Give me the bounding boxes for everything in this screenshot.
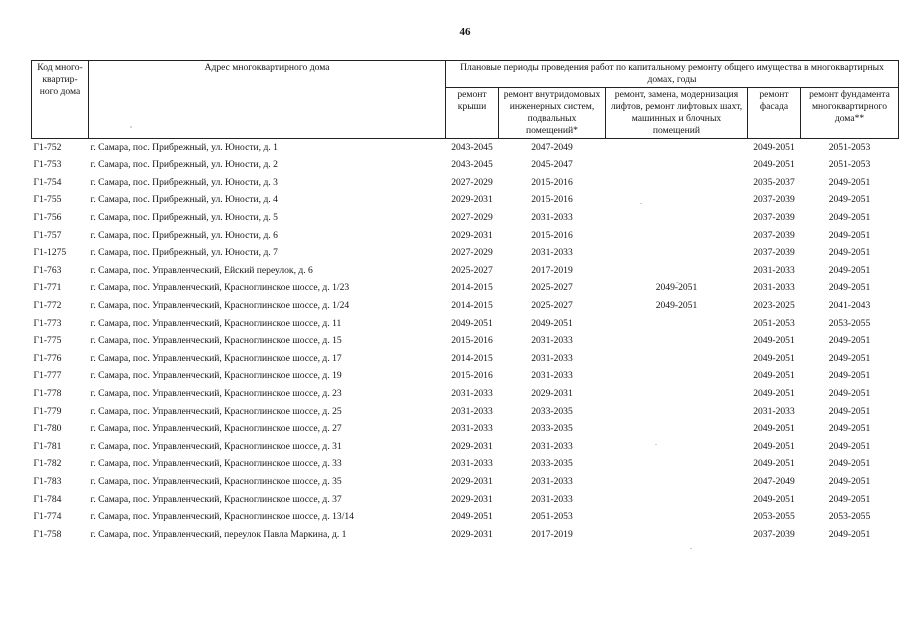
house-address: г. Самара, пос. Управленческий, Красноглинское шоссе, д. 19 [90, 370, 342, 382]
engineering-repair-period: 2029-2031 [531, 388, 573, 400]
house-code: Г1-757 [33, 229, 62, 241]
roof-repair-period: 2029-2031 [451, 528, 493, 540]
house-code: Г1-773 [33, 317, 62, 329]
foundation-repair-period: 2049-2051 [828, 176, 871, 188]
engineering-repair-period: 2051-2053 [531, 511, 573, 523]
foundation-repair-period: 2049-2051 [828, 352, 871, 364]
house-code: Г1-774 [33, 511, 62, 523]
house-address: г. Самара, пос. Управленческий, Красноглинское шоссе, д. 27 [90, 423, 342, 435]
foundation-repair-period: 2049-2051 [828, 212, 871, 224]
header-code: Код много-квартир-ного дома [32, 61, 89, 139]
house-address: г. Самара, пос. Управленческий, Красноглинское шоссе, д. 31 [90, 440, 342, 452]
header-address: Адрес многоквартирного дома [89, 61, 446, 139]
foundation-repair-period: 2049-2051 [828, 194, 871, 206]
facade-repair-period: 2037-2039 [753, 528, 795, 540]
table-row [32, 368, 899, 386]
table-row [32, 174, 899, 192]
roof-repair-period: 2029-2031 [451, 440, 493, 452]
house-address: г. Самара, пос. Управленческий, Красноглинское шоссе, д. 1/24 [90, 300, 350, 312]
facade-repair-period: 2037-2039 [753, 229, 795, 241]
lift-repair-period [606, 262, 748, 280]
house-address: г. Самара, пос. Управленческий, Ейский переулок, д. 6 [90, 264, 313, 276]
house-address: г. Самара, пос. Прибрежный, ул. Юности, д. 2 [90, 159, 278, 171]
page-number: 46 [459, 26, 471, 38]
engineering-repair-period: 2031-2033 [531, 352, 573, 364]
house-address: г. Самара, пос. Прибрежный, ул. Юности, д. 4 [90, 194, 278, 206]
facade-repair-period: 2023-2025 [753, 300, 795, 312]
table-row [32, 491, 899, 509]
house-address: г. Самара, пос. Прибрежный, ул. Юности, д. 1 [90, 141, 278, 153]
engineering-repair-period: 2015-2016 [531, 229, 573, 241]
roof-repair-period: 2014-2015 [451, 282, 493, 294]
house-address: г. Самара, пос. Управленческий, Красноглинское шоссе, д. 23 [90, 388, 342, 400]
engineering-repair-period: 2031-2033 [531, 247, 573, 259]
foundation-repair-period: 2049-2051 [828, 528, 871, 540]
foundation-repair-period: 2049-2051 [828, 370, 871, 382]
engineering-repair-period: 2031-2033 [531, 212, 573, 224]
foundation-repair-period: 2049-2051 [828, 282, 871, 294]
table-row [32, 420, 899, 438]
table-row [32, 315, 899, 333]
house-address: г. Самара, пос. Управленческий, Красноглинское шоссе, д. 15 [90, 335, 342, 347]
lift-repair-period [606, 192, 748, 210]
house-address: г. Самара, пос. Управленческий, Красноглинское шоссе, д. 1/23 [90, 282, 350, 294]
house-code: Г1-776 [33, 352, 62, 364]
house-code: Г1-755 [33, 194, 62, 206]
house-address: г. Самара, пос. Прибрежный, ул. Юности, д. 7 [90, 247, 278, 259]
roof-repair-period: 2025-2027 [451, 264, 493, 276]
facade-repair-period: 2031-2033 [753, 405, 795, 417]
header-foundation: ремонт фундамента многоквартирного дома** [801, 87, 899, 138]
roof-repair-period: 2014-2015 [451, 352, 493, 364]
roof-repair-period: 2029-2031 [451, 475, 493, 487]
lift-repair-period [606, 403, 748, 421]
table-row [32, 157, 899, 175]
house-code: Г1-763 [33, 264, 62, 276]
engineering-repair-period: 2045-2047 [531, 159, 573, 171]
facade-repair-period: 2049-2051 [753, 159, 795, 171]
house-code: Г1-780 [33, 423, 62, 435]
engineering-repair-period: 2031-2033 [531, 475, 573, 487]
foundation-repair-period: 2049-2051 [828, 335, 871, 347]
engineering-repair-period: 2033-2035 [531, 405, 573, 417]
facade-repair-period: 2035-2037 [753, 176, 795, 188]
lift-repair-period [606, 456, 748, 474]
house-code: Г1-781 [33, 440, 62, 452]
table-row [32, 138, 899, 156]
foundation-repair-period: 2049-2051 [828, 458, 871, 470]
roof-repair-period: 2031-2033 [451, 458, 493, 470]
roof-repair-period: 2027-2029 [451, 212, 493, 224]
roof-repair-period: 2049-2051 [451, 317, 493, 329]
lift-repair-period: 2049-2051 [655, 282, 698, 294]
house-code: Г1-772 [33, 300, 62, 312]
engineering-repair-period: 2031-2033 [531, 493, 573, 505]
facade-repair-period: 2049-2051 [753, 370, 795, 382]
facade-repair-period: 2051-2053 [753, 317, 795, 329]
table-row [32, 508, 899, 526]
engineering-repair-period: 2017-2019 [531, 528, 573, 540]
roof-repair-period: 2027-2029 [451, 176, 493, 188]
engineering-repair-period: 2033-2035 [531, 458, 573, 470]
foundation-repair-period: 2051-2053 [828, 141, 871, 153]
lift-repair-period [606, 491, 748, 509]
roof-repair-period: 2027-2029 [451, 247, 493, 259]
lift-repair-period: 2049-2051 [655, 300, 698, 312]
facade-repair-period: 2037-2039 [753, 194, 795, 206]
lift-repair-period [606, 508, 748, 526]
foundation-repair-period: 2051-2053 [828, 159, 871, 171]
table-row [32, 332, 899, 350]
roof-repair-period: 2031-2033 [451, 423, 493, 435]
house-code: Г1-784 [33, 493, 62, 505]
engineering-repair-period: 2049-2051 [531, 317, 573, 329]
engineering-repair-period: 2031-2033 [531, 335, 573, 347]
roof-repair-period: 2043-2045 [451, 159, 493, 171]
roof-repair-period: 2049-2051 [451, 511, 493, 523]
facade-repair-period: 2049-2051 [753, 352, 795, 364]
facade-repair-period: 2049-2051 [753, 458, 795, 470]
table-row [32, 209, 899, 227]
facade-repair-period: 2049-2051 [753, 141, 795, 153]
roof-repair-period: 2015-2016 [451, 335, 493, 347]
house-code: Г1-779 [33, 405, 62, 417]
facade-repair-period: 2047-2049 [753, 475, 795, 487]
foundation-repair-period: 2049-2051 [828, 475, 871, 487]
roof-repair-period: 2043-2045 [451, 141, 493, 153]
foundation-repair-period: 2049-2051 [828, 247, 871, 259]
foundation-repair-period: 2053-2055 [828, 511, 871, 523]
house-address: г. Самара, пос. Управленческий, Красноглинское шоссе, д. 13/14 [90, 511, 354, 523]
facade-repair-period: 2049-2051 [753, 493, 795, 505]
engineering-repair-period: 2047-2049 [531, 141, 573, 153]
roof-repair-period: 2031-2033 [451, 388, 493, 400]
lift-repair-period [606, 385, 748, 403]
lift-repair-period [606, 209, 748, 227]
lift-repair-period [606, 332, 748, 350]
house-address: г. Самара, пос. Управленческий, переулок Павла Маркина, д. 1 [90, 528, 347, 540]
table-row [32, 526, 899, 544]
header-roof: ремонт крыши [446, 87, 499, 138]
header-lifts: ремонт, замена, модернизация лифтов, ремонт лифтовых шахт, машинных и блочных помещений [606, 87, 748, 138]
house-address: г. Самара, пос. Управленческий, Красноглинское шоссе, д. 25 [90, 405, 342, 417]
table-row [32, 456, 899, 474]
house-address: г. Самара, пос. Управленческий, Красноглинское шоссе, д. 37 [90, 493, 342, 505]
foundation-repair-period: 2049-2051 [828, 388, 871, 400]
table-row [32, 403, 899, 421]
house-address: г. Самара, пос. Управленческий, Красноглинское шоссе, д. 35 [90, 475, 342, 487]
table-row [32, 350, 899, 368]
foundation-repair-period: 2049-2051 [828, 493, 871, 505]
foundation-repair-period: 2049-2051 [828, 405, 871, 417]
house-code: Г1-758 [33, 528, 62, 540]
house-address: г. Самара, пос. Управленческий, Красноглинское шоссе, д. 17 [90, 352, 342, 364]
table-row [32, 473, 899, 491]
table-row [32, 192, 899, 210]
facade-repair-period: 2031-2033 [753, 282, 795, 294]
table-row [32, 297, 899, 315]
foundation-repair-period: 2049-2051 [828, 229, 871, 241]
house-code: Г1-1275 [33, 247, 67, 259]
roof-repair-period: 2029-2031 [451, 194, 493, 206]
house-code: Г1-783 [33, 475, 62, 487]
house-code: Г1-777 [33, 370, 62, 382]
roof-repair-period: 2031-2033 [451, 405, 493, 417]
facade-repair-period: 2053-2055 [753, 511, 795, 523]
house-address: г. Самара, пос. Управленческий, Красноглинское шоссе, д. 11 [90, 317, 342, 329]
repair-schedule-table [31, 60, 899, 544]
engineering-repair-period: 2015-2016 [531, 176, 573, 188]
roof-repair-period: 2014-2015 [451, 300, 493, 312]
facade-repair-period: 2037-2039 [753, 247, 795, 259]
engineering-repair-period: 2031-2033 [531, 440, 573, 452]
foundation-repair-period: 2041-2043 [828, 300, 871, 312]
engineering-repair-period: 2025-2027 [531, 282, 573, 294]
lift-repair-period [606, 438, 748, 456]
facade-repair-period: 2049-2051 [753, 388, 795, 400]
lift-repair-period [606, 244, 748, 262]
lift-repair-period [606, 368, 748, 386]
lift-repair-period [606, 174, 748, 192]
facade-repair-period: 2049-2051 [753, 440, 795, 452]
engineering-repair-period: 2017-2019 [531, 264, 573, 276]
engineering-repair-period: 2025-2027 [531, 300, 573, 312]
house-address: г. Самара, пос. Прибрежный, ул. Юности, д. 5 [90, 212, 278, 224]
house-code: Г1-771 [33, 282, 62, 294]
table-row [32, 385, 899, 403]
table-row [32, 227, 899, 245]
house-address: г. Самара, пос. Прибрежный, ул. Юности, д. 6 [90, 229, 278, 241]
lift-repair-period [606, 315, 748, 333]
engineering-repair-period: 2031-2033 [531, 370, 573, 382]
house-code: Г1-753 [33, 159, 62, 171]
facade-repair-period: 2049-2051 [753, 423, 795, 435]
table-row [32, 244, 899, 262]
table-row [32, 280, 899, 298]
table-row [32, 438, 899, 456]
house-code: Г1-782 [33, 458, 62, 470]
facade-repair-period: 2031-2033 [753, 264, 795, 276]
lift-repair-period [606, 350, 748, 368]
roof-repair-period: 2015-2016 [451, 370, 493, 382]
lift-repair-period [606, 157, 748, 175]
house-code: Г1-775 [33, 335, 62, 347]
lift-repair-period [606, 526, 748, 544]
foundation-repair-period: 2049-2051 [828, 264, 871, 276]
roof-repair-period: 2029-2031 [451, 229, 493, 241]
foundation-repair-period: 2049-2051 [828, 423, 871, 435]
lift-repair-period [606, 227, 748, 245]
header-planned-periods: Плановые периоды проведения работ по капитальному ремонту общего имущества в многоквартирных домах, годы [446, 61, 899, 88]
house-code: Г1-778 [33, 388, 62, 400]
lift-repair-period [606, 420, 748, 438]
lift-repair-period [606, 138, 748, 156]
header-facade: ремонт фасада [748, 87, 801, 138]
table-body [32, 138, 899, 543]
foundation-repair-period: 2053-2055 [828, 317, 871, 329]
house-address: г. Самара, пос. Управленческий, Красноглинское шоссе, д. 33 [90, 458, 342, 470]
engineering-repair-period: 2033-2035 [531, 423, 573, 435]
house-code: Г1-756 [33, 212, 62, 224]
table-header [32, 61, 899, 139]
header-engineering: ремонт внутридомовых инженерных систем, подвальных помещений* [499, 87, 606, 138]
scan-speck [690, 548, 692, 549]
lift-repair-period [606, 473, 748, 491]
facade-repair-period: 2037-2039 [753, 212, 795, 224]
house-code: Г1-752 [33, 141, 62, 153]
foundation-repair-period: 2049-2051 [828, 440, 871, 452]
roof-repair-period: 2029-2031 [451, 493, 493, 505]
engineering-repair-period: 2015-2016 [531, 194, 573, 206]
house-address: г. Самара, пос. Прибрежный, ул. Юности, д. 3 [90, 176, 278, 188]
house-code: Г1-754 [33, 176, 62, 188]
facade-repair-period: 2049-2051 [753, 335, 795, 347]
table-row [32, 262, 899, 280]
